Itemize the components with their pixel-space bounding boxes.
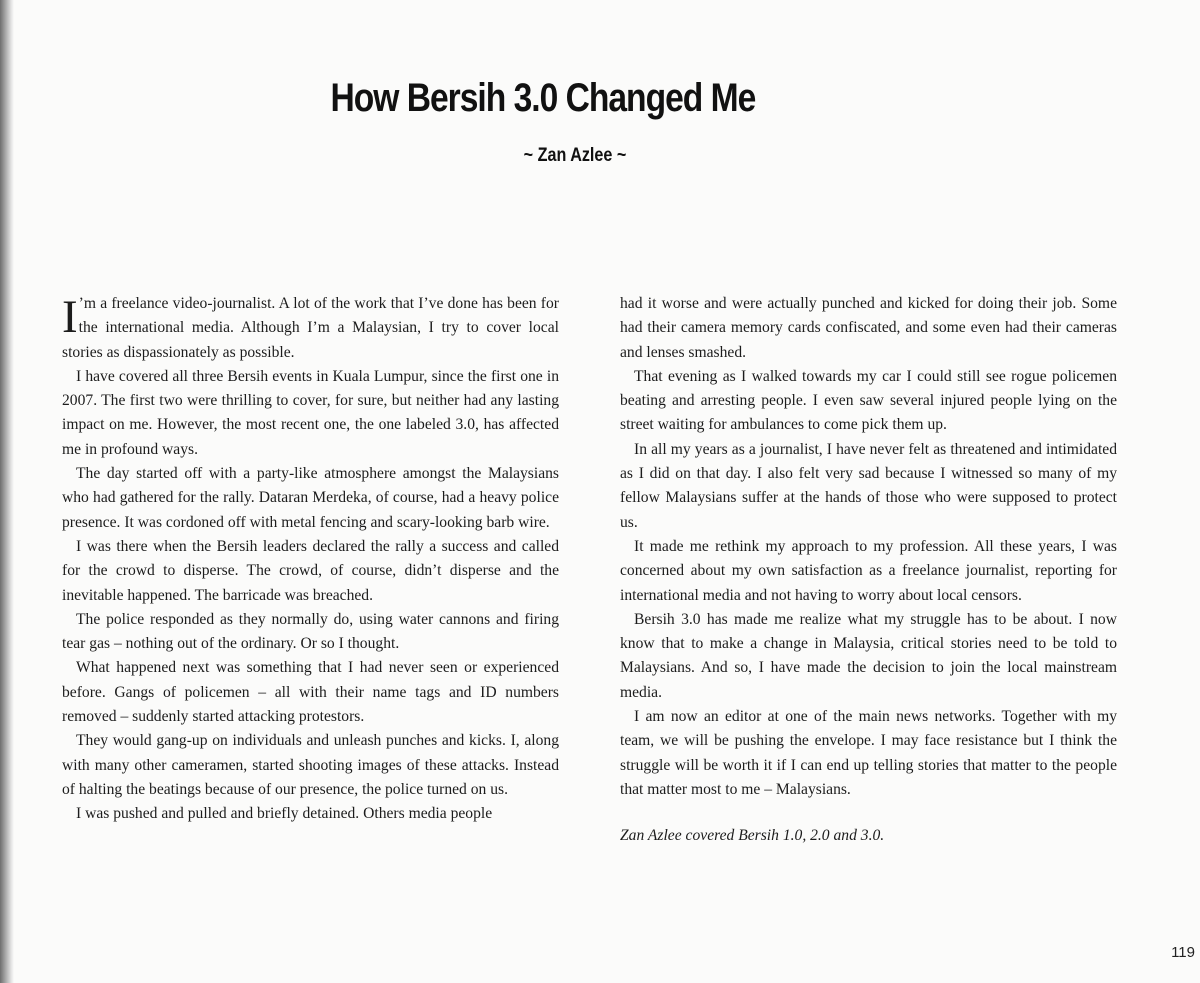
left-column: [62, 292, 559, 827]
paragraph: They would gang-up on individuals and unleash punches and kicks. I, along with many other cameramen, started shooting images of these attacks. Instead of halting the beatings because of our presence, the police turned on us.: [62, 732, 559, 798]
book-spine-shadow: [0, 0, 14, 983]
drop-cap: I: [62, 291, 78, 343]
right-column: [620, 292, 1117, 849]
paragraph-continuation: had it worse and were actually punched and kicked for doing their job. Some had their camera memory cards confiscated, and some even had their cameras and lenses smashed.: [620, 295, 1117, 361]
paragraph: I am now an editor at one of the main news networks. Together with my team, we will be pushing the envelope. I may face resistance but I think the struggle will be worth it if I can end up telling stories that matter to the people that matter most to me – Malaysians.: [620, 708, 1117, 798]
paragraph: Bersih 3.0 has made me realize what my struggle has to be about. I now know that to make a change in Malaysia, critical stories need to be told to Malaysians. And so, I have made the decision to join the local mainstream media.: [620, 610, 1117, 701]
paragraph: It made me rethink my approach to my profession. All these years, I was concerned about my own satisfaction as a freelance journalist, reporting for international media and not having to worry about local censors.: [620, 537, 1117, 604]
paragraph: [62, 292, 559, 365]
paragraph: The police responded as they normally do, using water cannons and firing tear gas – nothing out of the ordinary. Or so I thought.: [62, 610, 559, 653]
paragraph: What happened next was something that I had never seen or experienced before. Gangs of policemen – all with their name tags and ID numbers removed – suddenly started attacking protestors.: [62, 659, 559, 726]
article-byline: ~ Zan Azlee ~: [523, 145, 627, 166]
paragraph: I was pushed and pulled and briefly detained. Others media people: [76, 805, 493, 823]
paragraph: That evening as I walked towards my car I could still see rogue policemen beating and arresting people. I even saw several injured people lying on the street waiting for ambulances to come pick them up.: [620, 367, 1117, 434]
paragraph: In all my years as a journalist, I have never felt as threatened and intimidated as I did on that day. I also felt very sad because I witnessed so many of my fellow Malaysians suffer at the hands of those who were supposed to protect us.: [620, 440, 1117, 531]
paragraph: I have covered all three Bersih events in Kuala Lumpur, since the first one in 2007. The first two were thrilling to cover, for sure, but neither had any lasting impact on me. However, the most recent one, the one labeled 3.0, has affected me in profound ways.: [62, 367, 559, 458]
paragraph-text: ’m a freelance video-journalist. A lot of the work that I’ve done has been for the international media. Although I’m a Malaysian, I try to cover local stories as dispassionately as possible.: [62, 295, 559, 361]
page-number: 119: [1171, 944, 1195, 961]
article-title: How Bersih 3.0 Changed Me: [330, 76, 756, 120]
paragraph: I was there when the Bersih leaders declared the rally a success and called for the crowd to disperse. The crowd, of course, didn’t disperse and the inevitable happened. The barricade was breached.: [62, 537, 559, 604]
paragraph: The day started off with a party-like atmosphere amongst the Malaysians who had gathered for the rally. Dataran Merdeka, of course, had a heavy police presence. It was cordoned off with metal fencing and scary-looking barb wire.: [62, 465, 559, 531]
author-credit: Zan Azlee covered Bersih 1.0, 2.0 and 3.0.: [620, 827, 885, 845]
